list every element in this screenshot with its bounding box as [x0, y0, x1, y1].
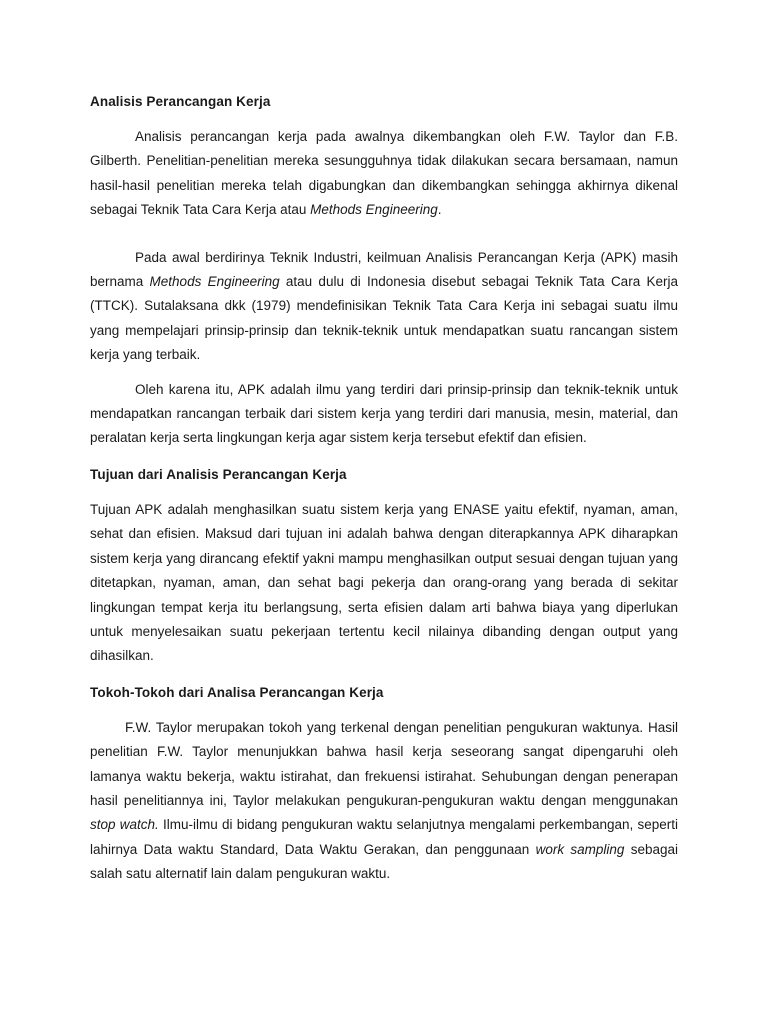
section-heading-tokoh: Tokoh-Tokoh dari Analisa Perancangan Kerja — [90, 684, 384, 700]
paragraph-text: Analisis perancangan kerja pada awalnya dikembangkan oleh F.W. Taylor dan F.B. Gilberth. Penelitian-penelitian mereka sesungguhnya tidak dilakukan secara bersamaan, namun hasil-hasil penelitian mereka telah digabungkan dan dikembangkan sehingga akhirnya dikenal sebagai Teknik Tata Cara Kerja atau — [90, 129, 678, 218]
paragraph-tokoh — [90, 716, 678, 887]
paragraph-text: F.W. Taylor merupakan tokoh yang terkenal dengan penelitian pengukuran waktunya. Hasil penelitian F.W. Taylor menunjukkan bahwa hasil kerja seseorang sangat dipengaruhi oleh lamanya waktu bekerja, waktu istirahat, dan frekuensi istirahat. Sehubungan dengan penerapan hasil penelitiannya ini, Taylor melakukan pengukuran-pengukuran waktu dengan menggunakan — [90, 719, 678, 808]
emphasis-text: Methods Engineering — [310, 202, 438, 218]
paragraph-text: . — [437, 202, 442, 218]
paragraph-intro — [90, 125, 678, 223]
paragraph-text: Ilmu-ilmu di bidang pengukuran waktu selanjutnya mengalami perkembangan, seperti lahirnya Data waktu Standard, Data Waktu Gerakan, dan penggunaan — [90, 817, 678, 857]
paragraph-tujuan: Tujuan APK adalah menghasilkan suatu sistem kerja yang ENASE yaitu efektif, nyaman, aman, sehat dan efisien. Maksud dari tujuan ini adalah bahwa dengan diterapkannya APK diharapkan sistem kerja yang dirancang efektif yakni mampu menghasilkan output sesuai dengan tujuan yang ditetapkan, nyaman, aman, dan sehat bagi pekerja dan orang-orang yang berada di sekitar lingkungan tempat kerja itu berlangsung, serta efisien dalam arti bahwa biaya yang diperlukan untuk menyelesaikan suatu pekerjaan tertentu kecil nilainya dibanding dengan output yang dihasilkan. — [90, 501, 678, 664]
paragraph-history — [90, 246, 678, 368]
paragraph-definition: Oleh karena itu, APK adalah ilmu yang terdiri dari prinsip-prinsip dan teknik-teknik untuk mendapatkan rancangan terbaik dari sistem kerja yang terdiri dari manusia, mesin, material, dan peralatan kerja serta lingkungan kerja agar sistem kerja tersebut efektif dan efisien. — [90, 381, 678, 446]
paragraph-text: Pada awal berdirinya Teknik Industri, keilmuan Analisis Perancangan Kerja (APK) masih bernama — [90, 249, 678, 290]
paragraph-text: sebagai salah satu alternatif lain dalam pengukuran waktu. — [90, 841, 679, 882]
emphasis-text: Methods Engineering — [149, 274, 280, 290]
paragraph-text: atau dulu di Indonesia disebut sebagai Teknik Tata Cara Kerja (TTCK). Sutalaksana dkk (1979) mendefinisikan Teknik Tata Cara Kerja ini sebagai suatu ilmu yang mempelajari prinsip-prinsip dan teknik-teknik untuk mendapatkan suatu rancangan sistem kerja yang terbaik. — [90, 274, 678, 363]
document-body — [90, 88, 678, 887]
section-heading-analisis: Analisis Perancangan Kerja — [90, 94, 271, 109]
emphasis-text: work sampling — [535, 841, 625, 857]
section-heading-tujuan: Tujuan dari Analisis Perancangan Kerja — [90, 466, 347, 482]
emphasis-text: stop watch. — [90, 817, 159, 833]
